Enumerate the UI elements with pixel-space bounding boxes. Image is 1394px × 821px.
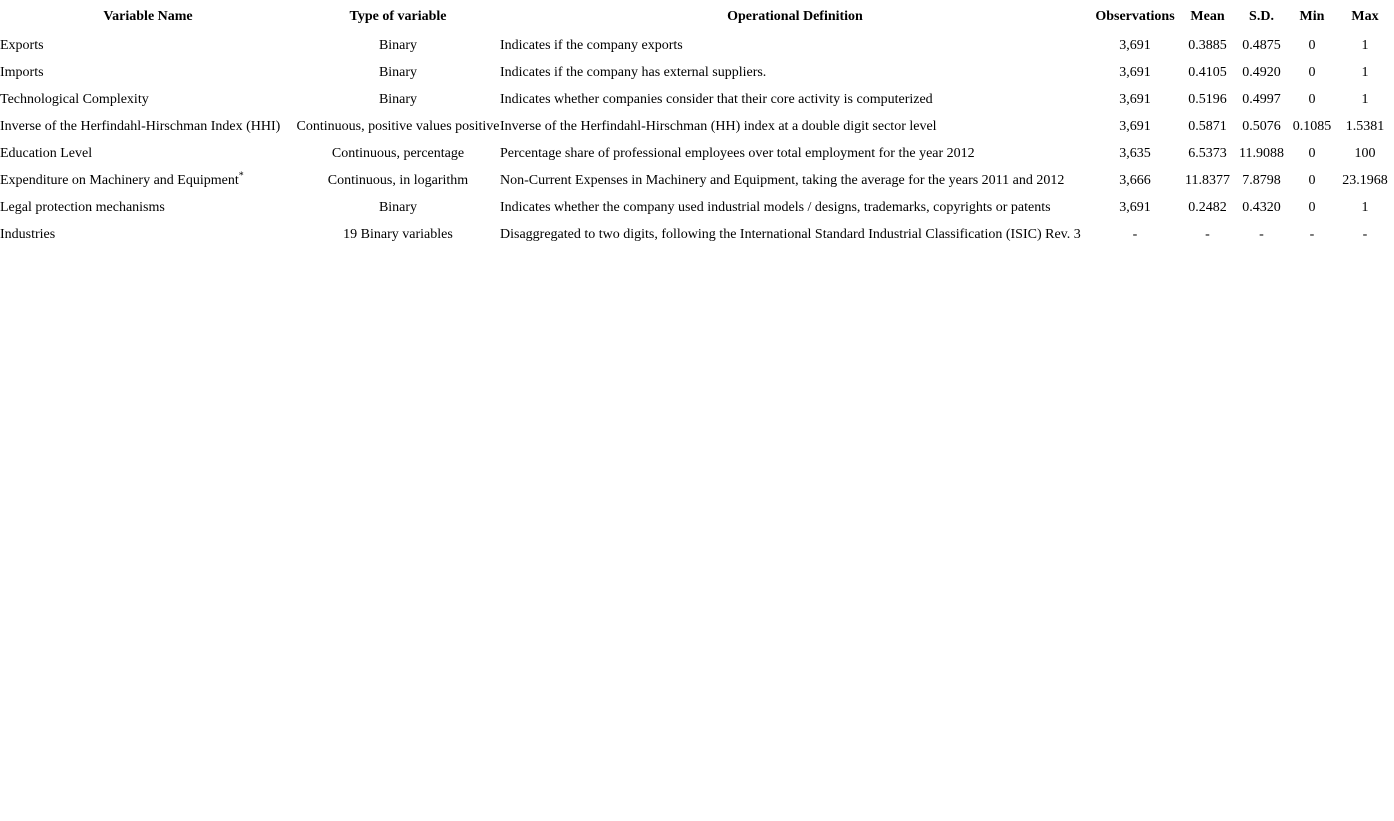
sd-cell: 0.4997 <box>1242 92 1281 108</box>
mean-cell: 0.5196 <box>1188 92 1227 108</box>
column-header-min: Min <box>1299 9 1325 25</box>
type-of-variable-cell: 19 Binary variables <box>343 227 453 243</box>
summary-statistics-table <box>0 2 1394 249</box>
sd-cell: 7.8798 <box>1242 173 1281 189</box>
column-header-mean: Mean <box>1190 9 1225 25</box>
sd-cell: 11.9088 <box>1239 146 1284 162</box>
max-cell: 1 <box>1361 200 1369 216</box>
min-cell: 0 <box>1308 200 1316 216</box>
type-of-variable-cell: Continuous, in logarithm <box>327 173 469 189</box>
variable-name-cell: Technological Complexity <box>0 92 149 108</box>
min-cell: 0 <box>1308 146 1316 162</box>
observations-cell: 3,691 <box>1119 92 1151 108</box>
operational-definition-cell: Non-Current Expenses in Machinery and Equipment, taking the average for the years 2011 and 2012 <box>500 173 1065 189</box>
type-of-variable-cell: Binary <box>378 65 418 81</box>
type-of-variable-cell: Continuous, positive values positive <box>296 119 500 135</box>
max-cell: 1 <box>1361 92 1369 108</box>
mean-cell: 0.4105 <box>1188 65 1227 81</box>
variable-name-cell: Imports <box>0 65 44 81</box>
column-header-sd: S.D. <box>1249 9 1274 25</box>
table-row <box>0 222 1394 249</box>
observations-cell: 3,691 <box>1119 38 1151 54</box>
min-cell: 0 <box>1308 92 1316 108</box>
variable-name-cell: Expenditure on Machinery and Equipment* <box>0 170 244 189</box>
variable-name-cell: Legal protection mechanisms <box>0 200 165 216</box>
max-cell: 1 <box>1361 65 1369 81</box>
table-row <box>0 168 1394 195</box>
max-cell: - <box>1362 227 1368 243</box>
observations-cell: 3,691 <box>1119 119 1151 135</box>
mean-cell: 0.5871 <box>1188 119 1227 135</box>
column-header-operational-definition: Operational Definition <box>727 9 863 25</box>
type-of-variable-cell: Continuous, percentage <box>331 146 465 162</box>
observations-cell: 3,635 <box>1119 146 1151 162</box>
sd-cell: 0.4320 <box>1242 200 1281 216</box>
column-header-observations: Observations <box>1095 9 1175 25</box>
table-row <box>0 141 1394 168</box>
sd-cell: 0.4920 <box>1242 65 1281 81</box>
max-cell: 1.5381 <box>1345 119 1385 135</box>
observations-cell: - <box>1132 227 1138 243</box>
observations-cell: 3,691 <box>1119 200 1151 216</box>
observations-cell: 3,691 <box>1119 65 1151 81</box>
table-row <box>0 87 1394 114</box>
table-row <box>0 33 1394 60</box>
sd-cell: 0.4875 <box>1242 38 1281 54</box>
observations-cell: 3,666 <box>1119 173 1151 189</box>
column-header-type-of-variable: Type of variable <box>349 9 447 25</box>
table-row <box>0 195 1394 222</box>
variable-name-cell: Inverse of the Herfindahl-Hirschman Index (HHI) <box>0 119 281 135</box>
variable-name-cell: Exports <box>0 38 44 54</box>
operational-definition-cell: Disaggregated to two digits, following the International Standard Industrial Classification (ISIC) Rev. 3 <box>500 227 1081 243</box>
min-cell: 0 <box>1308 173 1316 189</box>
variable-name-cell: Industries <box>0 227 56 243</box>
mean-cell: 0.3885 <box>1188 38 1227 54</box>
min-cell: 0.1085 <box>1292 119 1332 135</box>
operational-definition-cell: Indicates whether the company used industrial models / designs, trademarks, copyrights or patents <box>500 200 1051 216</box>
asterisk-superscript: * <box>238 170 244 182</box>
sd-cell: 0.5076 <box>1242 119 1281 135</box>
table-header-row <box>0 2 1394 33</box>
max-cell: 100 <box>1354 146 1376 162</box>
variable-name-cell: Education Level <box>0 146 93 162</box>
operational-definition-cell: Indicates if the company exports <box>500 38 683 54</box>
min-cell: - <box>1309 227 1315 243</box>
mean-cell: - <box>1205 227 1210 243</box>
max-cell: 23.1968 <box>1342 173 1388 189</box>
column-header-variable-name: Variable Name <box>103 9 193 25</box>
operational-definition-cell: Percentage share of professional employees over total employment for the year 2012 <box>500 146 975 162</box>
table-row <box>0 60 1394 87</box>
type-of-variable-cell: Binary <box>378 38 418 54</box>
type-of-variable-cell: Binary <box>378 200 418 216</box>
min-cell: 0 <box>1308 65 1316 81</box>
table-body <box>0 33 1394 249</box>
operational-definition-cell: Indicates whether companies consider that their core activity is computerized <box>500 92 933 108</box>
table-row <box>0 114 1394 141</box>
type-of-variable-cell: Binary <box>378 92 418 108</box>
mean-cell: 11.8377 <box>1185 173 1230 189</box>
mean-cell: 0.2482 <box>1188 200 1227 216</box>
operational-definition-cell: Inverse of the Herfindahl-Hirschman (HH) index at a double digit sector level <box>500 119 937 135</box>
sd-cell: - <box>1259 227 1264 243</box>
min-cell: 0 <box>1308 38 1316 54</box>
operational-definition-cell: Indicates if the company has external suppliers. <box>500 65 767 81</box>
mean-cell: 6.5373 <box>1188 146 1227 162</box>
max-cell: 1 <box>1361 38 1369 54</box>
column-header-max: Max <box>1351 9 1379 25</box>
